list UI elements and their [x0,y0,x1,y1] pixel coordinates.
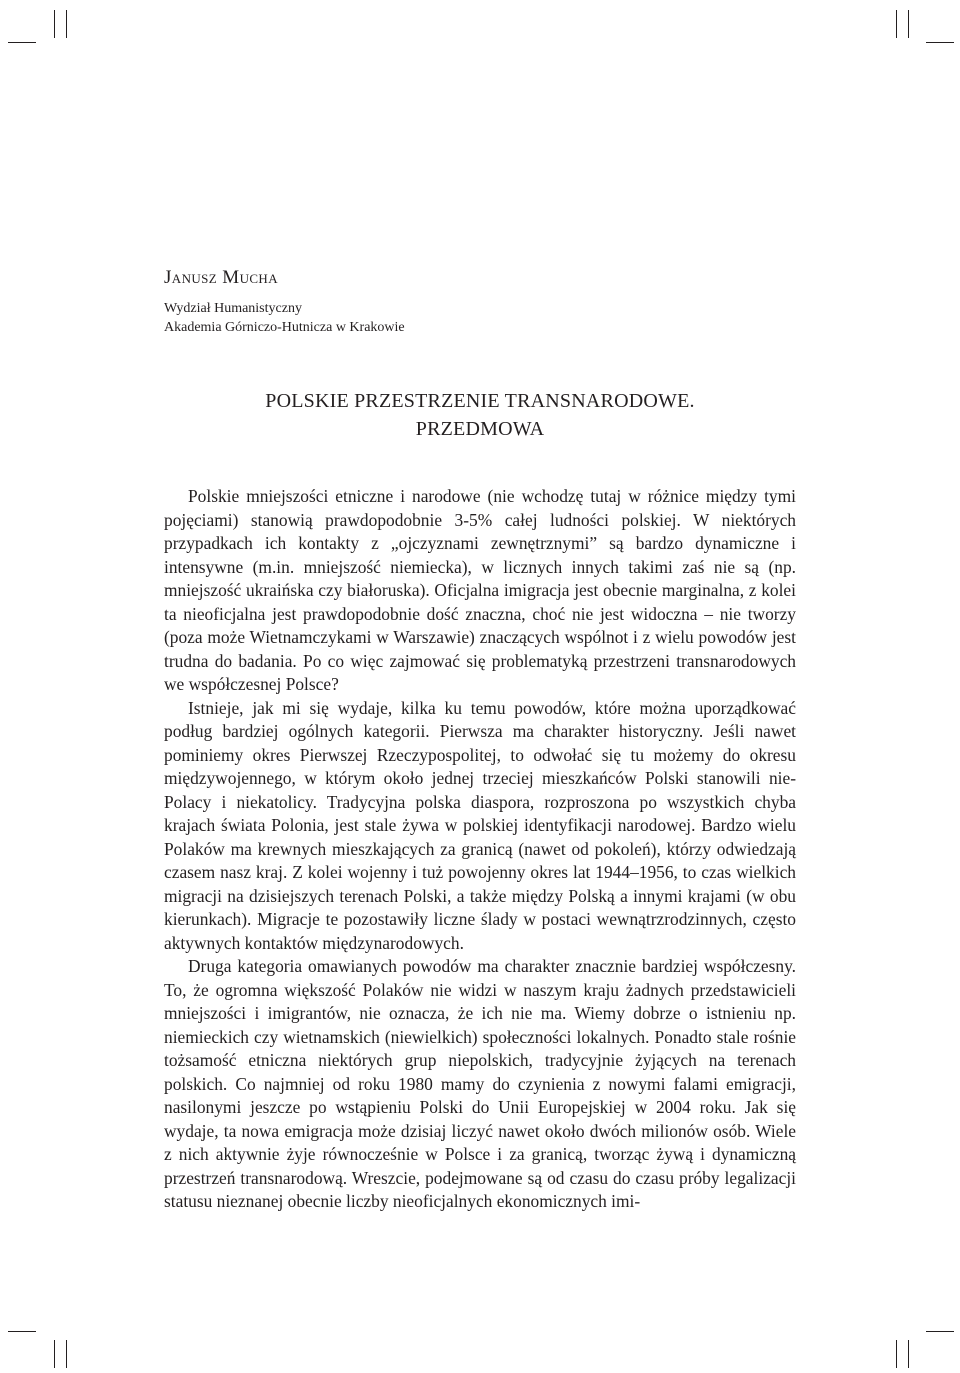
affiliation-faculty: Wydział Humanistyczny [164,301,302,316]
crop-mark [8,42,36,43]
affiliation-university: Akademia Górniczo-Hutnicza w Krakowie [164,320,405,335]
body-paragraph: Polskie mniejszości etniczne i narodowe (nie wchodzę tutaj w różnice między tymi pojęciami) stanowią prawdopodobnie 3-5% całej ludności polskiej. W niektórych przypadkach ich kontakty z „ojczyznami zewnętrznymi” są bardzo dynamiczne i intensywne (m.in. mniejszość niemiecka), w licznych innych takimi zaś nie są (np. mniejszość ukraińska czy białoruska). Oficjalna imigracja jest obecnie marginalna, z kolei ta nieoficjalna jest prawdopodobnie dość znaczna, choć nie jest widoczna – nie tworzy (poza może Wietnamczykami w Warszawie) znaczących wspólnot i z wielu powodów jest trudna do badania. Po co więc zajmować się problematyką przestrzeni transnarodowych we współczesnej Polsce? [164,486,796,694]
crop-mark [8,1331,36,1332]
article-title-line: PRZEDMOWA [415,418,545,440]
crop-mark [926,42,954,43]
article-body [164,485,796,1214]
crop-mark [908,1340,909,1368]
crop-mark [926,1331,954,1332]
crop-mark [66,10,67,38]
author-name: Janusz Mucha [164,267,279,288]
body-paragraph: Istnieje, jak mi się wydaje, kilka ku temu powodów, które można uporządkować podług bardziej ogólnych kategorii. Pierwsza ma charakter historyczny. Jeśli nawet pominiemy okres Pierwszej Rzeczypospolitej, to odwołać się tu możemy do okresu międzywojennego, w którym około jednej trzeciej mieszkańców Polski stanowili nie-Polacy i niekatolicy. Tradycyjna polska diaspora, rozproszona po wszystkich chyba krajach świata Polonia, jest stale żywa w polskiej identyfikacji narodowej. Bardzo wielu Polaków ma krewnych mieszkających za granicą (nawet od pokoleń), którzy odwiedzają czasem nasz kraj. Z kolei wojenny i tuż powojenny okres lat 1944–1956, to czas wielkich migracji na dzisiejszych terenach Polski, a także między Polską a innymi krajami (w obu kierunkach). Migracje te pozostawiły liczne ślady w postaci wewnątrzrodzinnych, często aktywnych kontaktów międzynarodowych. [164,697,796,953]
crop-mark [54,10,55,38]
crop-mark [66,1340,67,1368]
article-title-line: POLSKIE PRZESTRZENIE TRANSNARODOWE. [265,390,695,412]
body-paragraph: Druga kategoria omawianych powodów ma charakter znacznie bardziej współczesny. To, że ogromna większość Polaków nie widzi w naszym kraju żadnych przedstawicieli mniejszości i imigrantów, nie oznacza, że ich nie ma. Wiemy dobrze o istnieniu np. niemieckich czy wietnamskich (niewielkich) społeczności lokalnych. Ponadto stale rośnie tożsamość etniczna niektórych grup niepolskich, tradycyjnie żyjących na terenach polskich. Co najmniej od roku 1980 mamy do czynienia z nowymi falami emigracji, nasilonymi jeszcze po wstąpieniu Polski do Unii Europejskiej w 2004 roku. Jak się wydaje, ta nowa emigracja może dzisiaj liczyć nawet około dwóch milionów osób. Wiele z nich aktywnie żyje równocześnie w Polsce i za granicą, tworząc żywą i dynamiczną przestrzeń transnarodową. Wreszcie, podejmowane są od czasu do czasu próby legalizacji statusu nieznanej obecnie liczby nieoficjalnych ekonomicznych imi- [164,956,796,1211]
crop-mark [896,1340,897,1368]
crop-mark [896,10,897,38]
article-title [164,387,796,443]
crop-mark [54,1340,55,1368]
crop-mark [908,10,909,38]
